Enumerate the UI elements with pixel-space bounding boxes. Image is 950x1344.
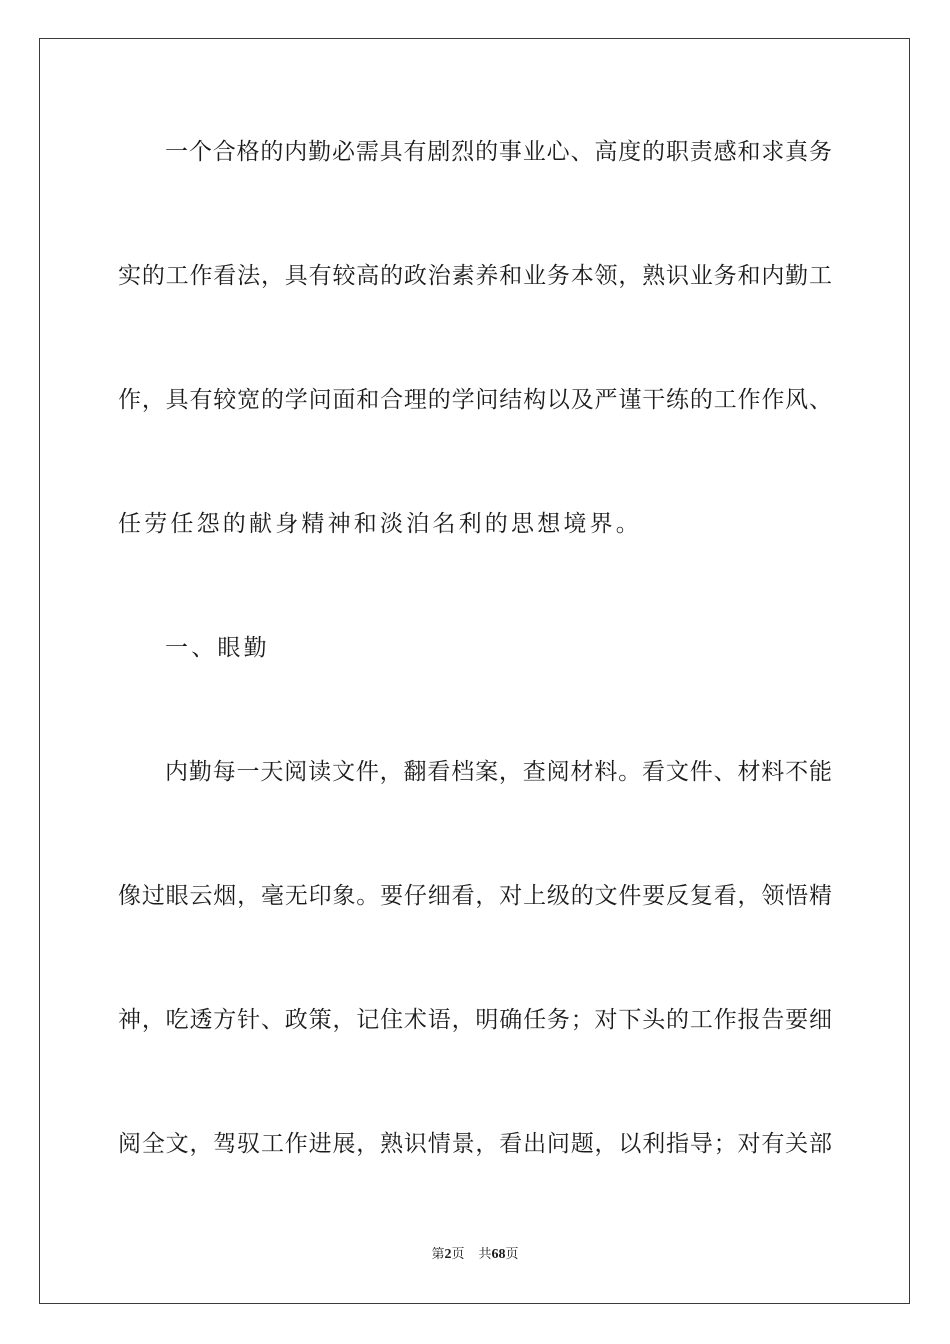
paragraph-2-line-1: 内勤每一天阅读文件，翻看档案，查阅材料。看文件、材料不能 [165, 759, 832, 785]
paragraph-1-line-4: 任劳任怨的献身精神和淡泊名利的思想境界。 [118, 511, 642, 537]
total-prefix: 共 [478, 1247, 492, 1262]
page-frame [39, 38, 910, 1304]
section-heading: 一、眼勤 [165, 635, 270, 661]
paragraph-1-line-2: 实的工作看法，具有较高的政治素养和业务本领，熟识业务和内勤工 [118, 263, 832, 289]
total-pages: 68 [491, 1247, 506, 1262]
page-suffix: 页 [451, 1247, 465, 1262]
paragraph-2-line-3: 神，吃透方针、政策，记住术语，明确任务；对下头的工作报告要细 [118, 1007, 832, 1033]
page-prefix: 第 [431, 1247, 445, 1262]
total-suffix: 页 [505, 1247, 519, 1262]
page-number: 2 [444, 1247, 452, 1262]
paragraph-1-line-3: 作，具有较宽的学问面和合理的学问结构以及严谨干练的工作作风、 [118, 387, 832, 413]
paragraph-2-line-2: 像过眼云烟，毫无印象。要仔细看，对上级的文件要反复看，领悟精 [118, 883, 832, 909]
paragraph-1-line-1: 一个合格的内勤必需具有剧烈的事业心、高度的职责感和求真务 [165, 139, 832, 165]
page-footer [0, 1246, 950, 1264]
paragraph-2-line-4: 阅全文，驾驭工作进展，熟识情景，看出问题，以利指导；对有关部 [118, 1131, 832, 1157]
